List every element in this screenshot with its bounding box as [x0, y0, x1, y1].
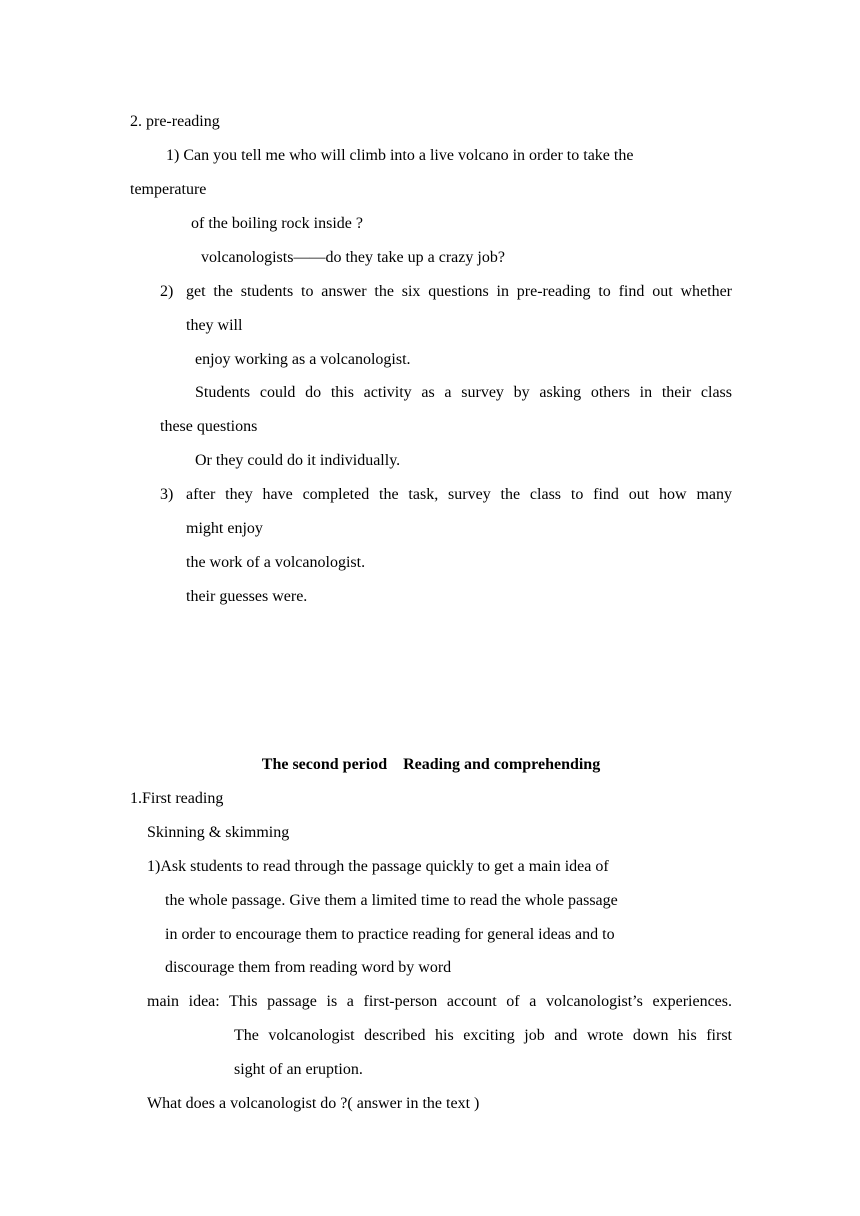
volcanologist-question: What does a volcanologist do ?( answer in the text ) — [147, 1095, 480, 1112]
item-2-line-6: Or they could do it individually. — [195, 452, 401, 469]
item-2-line-4: Students could do this activity as a survey by asking others in their class — [195, 384, 732, 401]
ask-line-4: discourage them from reading word by word — [165, 959, 452, 976]
main-idea-line-3: sight of an eruption. — [234, 1061, 363, 1078]
item-3-line-4: their guesses were. — [186, 588, 308, 605]
main-idea-line-1: main idea: This passage is a first-person account of a volcanologist’s experiences. — [147, 993, 732, 1010]
item-2-line-1: get the students to answer the six questions in pre-reading to find out whether — [186, 283, 732, 300]
ask-line-1: 1)Ask students to read through the passage quickly to get a main idea of — [147, 858, 609, 875]
question-1-line-4: volcanologists——do they take up a crazy job? — [201, 249, 505, 266]
question-1-line-3: of the boiling rock inside ? — [191, 215, 363, 232]
item-3-number: 3) — [160, 486, 174, 503]
item-3-line-3: the work of a volcanologist. — [186, 554, 366, 571]
item-2-line-3: enjoy working as a volcanologist. — [195, 351, 411, 368]
question-1-line-2: temperature — [130, 181, 207, 198]
item-2-line-5: these questions — [160, 418, 258, 435]
question-1-line-1: 1) Can you tell me who will climb into a live volcano in order to take the — [166, 147, 634, 164]
ask-line-2: the whole passage. Give them a limited time to read the whole passage — [165, 892, 618, 909]
item-2-line-2: they will — [186, 317, 243, 334]
ask-line-3: in order to encourage them to practice reading for general ideas and to — [165, 926, 615, 943]
section-heading-pre-reading: 2. pre-reading — [130, 113, 220, 130]
skinning-skimming-label: Skinning & skimming — [147, 824, 290, 841]
section-title-second-period: The second period Reading and comprehending — [261, 756, 601, 773]
item-2-number: 2) — [160, 283, 174, 300]
item-3-line-1: after they have completed the task, survey the class to find out how many — [186, 486, 732, 503]
main-idea-line-2: The volcanologist described his exciting job and wrote down his first — [234, 1027, 732, 1044]
item-3-line-2: might enjoy — [186, 520, 263, 537]
first-reading-heading: 1.First reading — [130, 790, 224, 807]
